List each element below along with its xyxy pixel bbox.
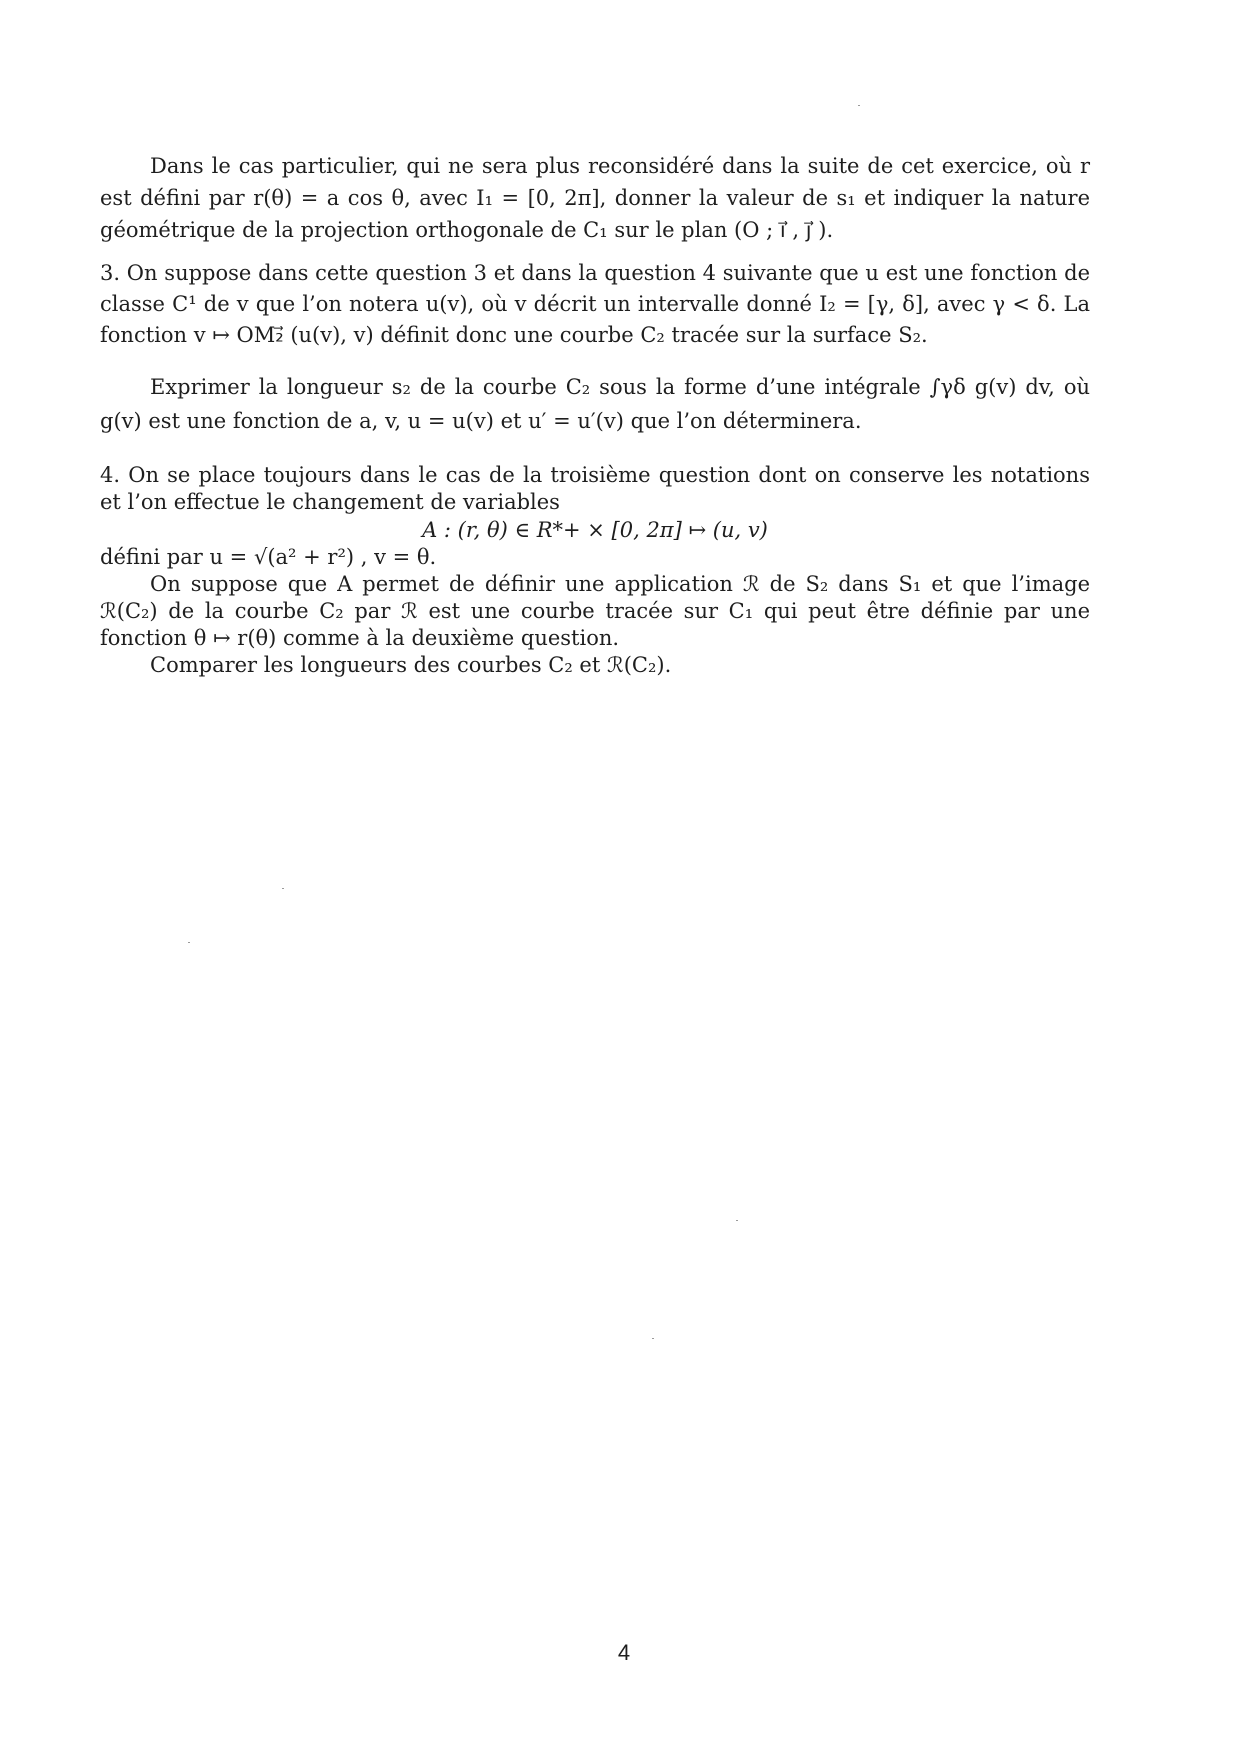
- paragraph-length-integral: Exprimer la longueur s₂ de la courbe C₂ sous la forme d’une intégrale ∫γδ g(v) dv, où g(v) est une fonction de a, v, u = u(v) et u′ = u′(v) que l’on déterminera.: [100, 375, 1090, 433]
- paragraph-question-3: 3. On suppose dans cette question 3 et dans la question 4 suivante que u est une fonction de classe C¹ de v que l’on notera u(v), où v décrit un intervalle donné I₂ = [γ, δ], avec γ < δ. La fonction v ↦ OM₂⃗ (u(v), v) définit donc une courbe C₂ tracée sur la surface S₂.: [100, 261, 1090, 347]
- paragraph-application-R: On suppose que A permet de définir une application ℛ de S₂ dans S₁ et que l’image ℛ(C₂) de la courbe C₂ par ℛ est une courbe tracée sur C₁ qui peut être définie par une fonction θ ↦ r(θ) comme à la deuxième question.: [100, 572, 1090, 650]
- paragraph-question-4: 4. On se place toujours dans le cas de la troisième question dont on conserve les notations et l’on effectue le changement de variables: [100, 463, 1090, 514]
- question-3-block: [100, 258, 1090, 351]
- scan-speck: [188, 942, 190, 943]
- question-4-block: [100, 462, 1090, 679]
- scan-speck: [736, 1220, 738, 1221]
- paragraph-particular-case: [100, 150, 1090, 246]
- scan-speck: [858, 105, 860, 106]
- scan-speck: [282, 888, 284, 889]
- paragraph-1: Dans le cas particulier, qui ne sera plus reconsidéré dans la suite de cet exercice, où r est défini par r(θ) = a cos θ, avec I₁ = [0, 2π], donner la valeur de s₁ et indiquer la nature géométrique de la projection orthogonale de C₁ sur le plan (O ; ı⃗ , ȷ⃗ ).: [100, 154, 1090, 242]
- paragraph-defined-by: défini par u = √(a² + r²) , v = θ.: [100, 545, 437, 569]
- page-number: 4: [617, 1640, 631, 1665]
- question-3-task-block: [100, 370, 1090, 438]
- paragraph-compare-lengths: Comparer les longueurs des courbes C₂ et ℛ(C₂).: [150, 653, 672, 677]
- change-of-variables-formula: A : (r, θ) ∈ R*+ × [0, 2π] ↦ (u, v): [422, 518, 768, 542]
- scan-speck: [652, 1338, 654, 1339]
